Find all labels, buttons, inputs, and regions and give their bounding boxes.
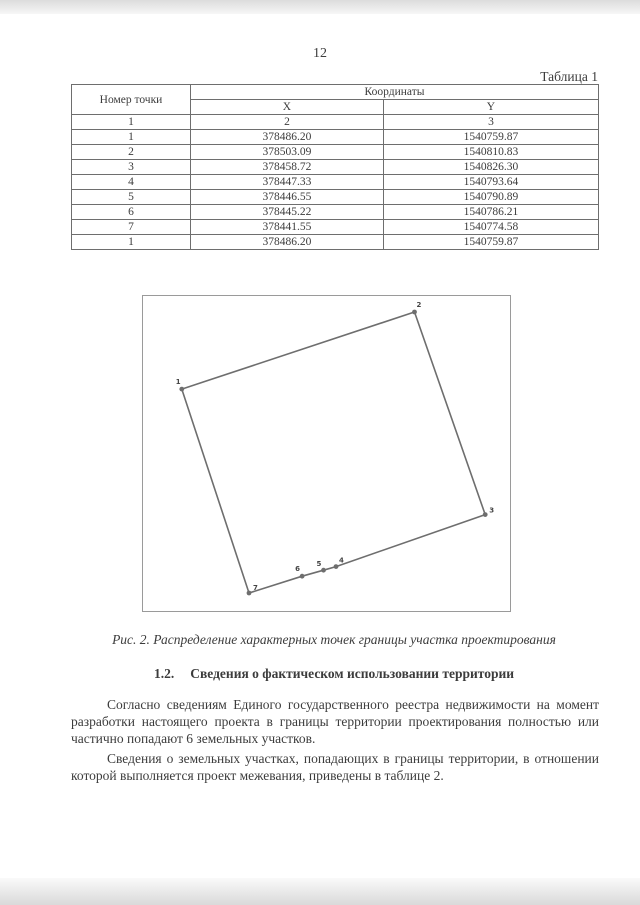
paragraph: Сведения о земельных участках, попадающих в границы территории, в отношении которой выполняется проект межевания, приведены в таблице 2. [71, 751, 599, 783]
coordinates-table [71, 84, 599, 250]
point-number-cell: 2 [72, 145, 191, 160]
y-coordinate-cell: 1540810.83 [383, 145, 598, 160]
index-cell: 1 [72, 115, 191, 130]
y-coordinate-cell: 1540826.30 [383, 160, 598, 175]
boundary-point [300, 574, 305, 579]
boundary-point [247, 591, 252, 596]
y-coordinate-cell: 1540793.64 [383, 175, 598, 190]
section-number: 1.2. [153, 666, 175, 681]
boundary-point [334, 564, 339, 569]
boundary-point [412, 310, 417, 315]
table-row [72, 160, 599, 175]
point-label: 2 [416, 301, 422, 309]
point-number-cell: 6 [72, 205, 191, 220]
x-coordinate-cell: 378458.72 [191, 160, 384, 175]
index-cell: 3 [383, 115, 598, 130]
scan-edge-top [0, 0, 640, 14]
y-header: Y [383, 100, 598, 115]
table-row [72, 130, 599, 145]
section-heading [0, 666, 640, 682]
figure-caption: Рис. 2. Распределение характерных точек границы участка проектирования [112, 632, 556, 647]
point-number-cell: 4 [72, 175, 191, 190]
boundary-figure [142, 295, 511, 612]
table-index-row [72, 115, 599, 130]
point-number-header: Номер точки [72, 85, 191, 115]
section-title: Сведения о фактическом использовании территории [190, 666, 515, 681]
point-label: 6 [295, 565, 300, 574]
point-number-cell: 1 [72, 235, 191, 250]
point-label: 4 [339, 556, 344, 565]
scan-edge-bottom [0, 878, 640, 905]
x-coordinate-cell: 378445.22 [191, 205, 384, 220]
paragraph: Согласно сведениям Единого государственного реестра недвижимости на момент разработки настоящего проекта в границы территории проектирования полностью или частично попадают 6 земельных участков. [71, 697, 599, 746]
point-label: 1 [175, 378, 181, 387]
x-coordinate-cell: 378446.55 [191, 190, 384, 205]
x-coordinate-cell: 378503.09 [191, 145, 384, 160]
index-cell: 2 [191, 115, 384, 130]
point-label: 7 [253, 584, 258, 592]
boundary-plot [143, 296, 510, 611]
table-caption: Таблица 1 [540, 69, 598, 84]
y-coordinate-cell: 1540759.87 [383, 130, 598, 145]
boundary-point [483, 512, 488, 517]
point-number-cell: 7 [72, 220, 191, 235]
coordinates-header: Координаты [191, 85, 599, 100]
table-row [72, 175, 599, 190]
y-coordinate-cell: 1540786.21 [383, 205, 598, 220]
table-row [72, 235, 599, 250]
point-number-cell: 3 [72, 160, 191, 175]
x-coordinate-cell: 378486.20 [191, 130, 384, 145]
point-number-cell: 1 [72, 130, 191, 145]
table-row [72, 145, 599, 160]
y-coordinate-cell: 1540759.87 [383, 235, 598, 250]
point-label: 5 [316, 560, 322, 569]
x-coordinate-cell: 378486.20 [191, 235, 384, 250]
x-header: X [191, 100, 384, 115]
y-coordinate-cell: 1540790.89 [383, 190, 598, 205]
point-number-cell: 5 [72, 190, 191, 205]
x-coordinate-cell: 378441.55 [191, 220, 384, 235]
boundary-polygon [182, 312, 485, 593]
point-label: 3 [489, 506, 495, 515]
x-coordinate-cell: 378447.33 [191, 175, 384, 190]
table-header-row [72, 85, 599, 100]
table-row [72, 205, 599, 220]
table-row [72, 190, 599, 205]
boundary-point [321, 568, 326, 573]
page-number: 12 [313, 46, 327, 61]
y-coordinate-cell: 1540774.58 [383, 220, 598, 235]
table-row [72, 220, 599, 235]
boundary-point [179, 387, 184, 392]
